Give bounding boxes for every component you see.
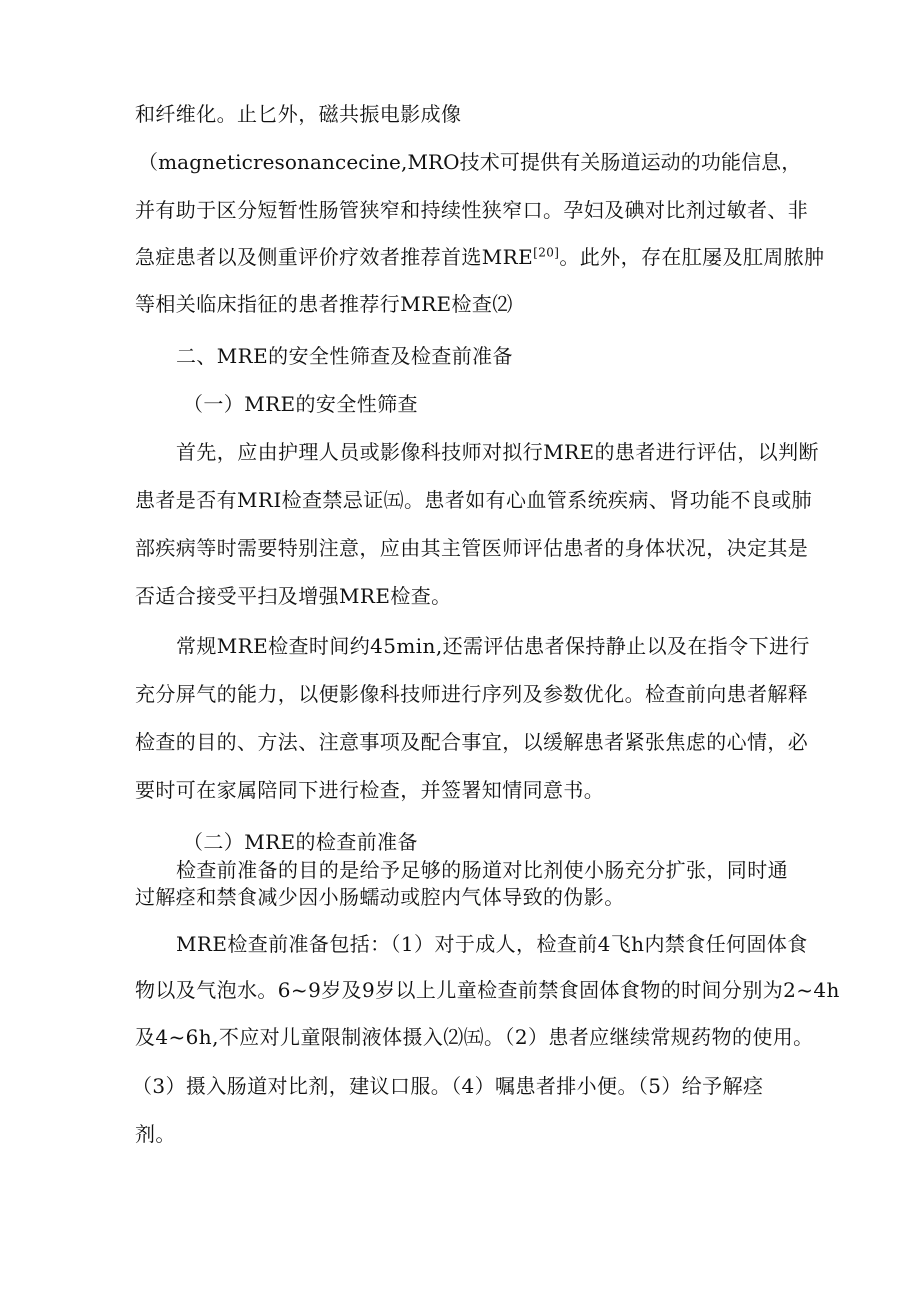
- text-segment: 。此外，存在肛屡及肛周脓肿: [559, 245, 825, 269]
- text-line: （magneticresonancecine,MRO技术可提供有关肠道运动的功能信息，: [138, 150, 802, 174]
- text-line: 物以及气泡水。6~9岁及9岁以上儿童检查前禁食固体食物的时间分别为2~4h: [135, 978, 840, 1002]
- text-line: （3）摄入肠道对比剂，建议口服。（4）嘱患者排小便。（5）给予解痉: [132, 1074, 764, 1098]
- text-line: 及4~6h,不应对儿童限制液体摄入⑵㈤。（2）患者应继续常规药物的使用。: [135, 1025, 814, 1049]
- text-line: 检查的目的、方法、注意事项及配合事宜，以缓解患者紧张焦虑的心情，必: [135, 730, 809, 754]
- text-line: MRE检查前准备包括：（1）对于成人，检查前4飞h内禁食任何固体食: [176, 932, 808, 956]
- text-line: 和纤维化。止匕外，磁共振电影成像: [135, 102, 462, 126]
- text-line: 并有助于区分短暂性肠管狭窄和持续性狭窄口。孕妇及碘对比剂过敏者、非: [135, 198, 809, 222]
- subsection-heading: （二）MRE的检查前准备: [183, 830, 418, 854]
- text-line: 部疾病等时需要特别注意，应由其主管医师评估患者的身体状况，决定其是: [135, 536, 809, 560]
- subsection-heading: （一）MRE的安全性筛查: [183, 392, 418, 416]
- section-heading: 二、MRE的安全性筛查及检查前准备: [176, 344, 513, 368]
- text-line: 患者是否有MRI检查禁忌证㈤。患者如有心血管系统疾病、肾功能不良或肺: [135, 488, 813, 512]
- text-line: 充分屏气的能力，以便影像科技师进行序列及参数优化。检查前向患者解释: [135, 682, 809, 706]
- text-line: 要时可在家属陪同下进行检查，并签署知情同意书。: [135, 778, 605, 802]
- text-line: 剂。: [135, 1122, 176, 1146]
- text-line: 过解痉和禁食减少因小肠蠕动或腔内气体导致的伪影。: [135, 885, 625, 909]
- text-line: 常规MRE检查时间约45min,还需评估患者保持静止以及在指令下进行: [176, 634, 810, 658]
- text-line: 检查前准备的目的是给予足够的肠道对比剂使小肠充分扩张，同时通: [176, 858, 788, 882]
- text-segment: 急症患者以及侧重评价疗效者推荐首选MRE: [135, 245, 534, 269]
- citation-superscript: [20]: [533, 245, 560, 260]
- text-line-with-citation: [135, 243, 825, 271]
- text-line: 等相关临床指征的患者推荐行MRE检查⑵: [135, 292, 513, 316]
- text-line: 首先，应由护理人员或影像科技师对拟行MRE的患者进行评估，以判断: [176, 440, 819, 464]
- text-line: 否适合接受平扫及增强MRE检查。: [135, 584, 452, 608]
